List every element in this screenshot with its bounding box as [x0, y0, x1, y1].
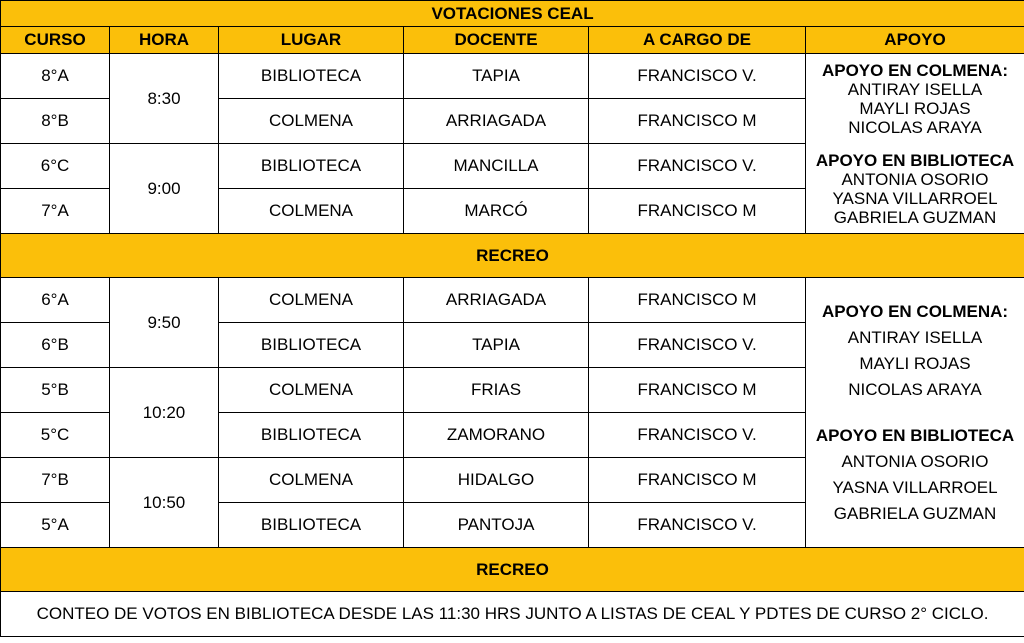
apoyo-name: ANTONIA OSORIO: [841, 169, 989, 189]
cargo-cell: FRANCISCO M: [589, 458, 806, 503]
cargo-cell: FRANCISCO M: [589, 368, 806, 413]
docente-cell: ARRIAGADA: [404, 278, 589, 323]
docente-cell: ARRIAGADA: [404, 99, 589, 144]
apoyo-biblioteca-title: APOYO EN BIBLIOTECA: [815, 425, 1015, 445]
apoyo-name: YASNA VILLARROEL: [832, 188, 998, 208]
curso-cell: 5°C: [1, 413, 110, 458]
lugar-cell: BIBLIOTECA: [219, 413, 404, 458]
cargo-cell: FRANCISCO M: [589, 189, 806, 234]
docente-cell: TAPIA: [404, 323, 589, 368]
docente-cell: ZAMORANO: [404, 413, 589, 458]
lugar-cell: COLMENA: [219, 458, 404, 503]
apoyo-biblioteca-title: APOYO EN BIBLIOTECA: [815, 150, 1015, 170]
header-apoyo: APOYO: [806, 27, 1024, 54]
lugar-cell: COLMENA: [219, 189, 404, 234]
recreo-banner: RECREO: [1, 234, 1024, 278]
curso-cell: 6°C: [1, 144, 110, 189]
docente-cell: HIDALGO: [404, 458, 589, 503]
lugar-cell: BIBLIOTECA: [219, 503, 404, 548]
hora-cell: 9:00: [110, 144, 219, 234]
hora-cell: 9:50: [110, 278, 219, 368]
table-title: VOTACIONES CEAL: [1, 1, 1024, 27]
cargo-cell: FRANCISCO V.: [589, 144, 806, 189]
header-a-cargo-de: A CARGO DE: [589, 27, 806, 54]
apoyo-name: MAYLI ROJAS: [859, 353, 971, 373]
cargo-cell: FRANCISCO V.: [589, 503, 806, 548]
apoyo-name: NICOLAS ARAYA: [848, 379, 982, 399]
apoyo-name: ANTONIA OSORIO: [841, 451, 989, 471]
cargo-cell: FRANCISCO V.: [589, 323, 806, 368]
apoyo-name: NICOLAS ARAYA: [848, 117, 982, 137]
apoyo-cell: [806, 278, 1024, 548]
docente-cell: FRIAS: [404, 368, 589, 413]
recreo-banner: RECREO: [1, 548, 1024, 592]
lugar-cell: COLMENA: [219, 99, 404, 144]
lugar-cell: COLMENA: [219, 368, 404, 413]
apoyo-colmena-title: APOYO EN COLMENA:: [821, 60, 1009, 80]
cargo-cell: FRANCISCO M: [589, 278, 806, 323]
docente-cell: MARCÓ: [404, 189, 589, 234]
curso-cell: 7°A: [1, 189, 110, 234]
cargo-cell: FRANCISCO V.: [589, 54, 806, 99]
cargo-cell: FRANCISCO V.: [589, 413, 806, 458]
docente-cell: PANTOJA: [404, 503, 589, 548]
cargo-cell: FRANCISCO M: [589, 99, 806, 144]
table-row: [1, 54, 1024, 99]
lugar-cell: BIBLIOTECA: [219, 54, 404, 99]
curso-cell: 5°B: [1, 368, 110, 413]
curso-cell: 8°B: [1, 99, 110, 144]
docente-cell: MANCILLA: [404, 144, 589, 189]
curso-cell: 6°B: [1, 323, 110, 368]
apoyo-name: YASNA VILLARROEL: [832, 477, 998, 497]
header-docente: DOCENTE: [404, 27, 589, 54]
curso-cell: 8°A: [1, 54, 110, 99]
header-curso: CURSO: [1, 27, 110, 54]
hora-cell: 10:50: [110, 458, 219, 548]
lugar-cell: BIBLIOTECA: [219, 323, 404, 368]
header-row: [1, 27, 1024, 54]
footer-note: CONTEO DE VOTOS EN BIBLIOTECA DESDE LAS 11:30 HRS JUNTO A LISTAS DE CEAL Y PDTES DE CURSO 2° CICLO.: [1, 592, 1024, 637]
apoyo-colmena-title: APOYO EN COLMENA:: [821, 301, 1009, 321]
apoyo-name: MAYLI ROJAS: [859, 98, 971, 118]
header-hora: HORA: [110, 27, 219, 54]
table-row: [1, 278, 1024, 323]
apoyo-name: GABRIELA GUZMAN: [833, 207, 997, 227]
hora-cell: 8:30: [110, 54, 219, 144]
curso-cell: 7°B: [1, 458, 110, 503]
curso-cell: 6°A: [1, 278, 110, 323]
apoyo-cell: [806, 54, 1024, 234]
lugar-cell: BIBLIOTECA: [219, 144, 404, 189]
apoyo-name: ANTIRAY ISELLA: [847, 327, 983, 347]
docente-cell: TAPIA: [404, 54, 589, 99]
header-lugar: LUGAR: [219, 27, 404, 54]
curso-cell: 5°A: [1, 503, 110, 548]
lugar-cell: COLMENA: [219, 278, 404, 323]
apoyo-name: GABRIELA GUZMAN: [833, 503, 997, 523]
apoyo-name: ANTIRAY ISELLA: [847, 79, 983, 99]
hora-cell: 10:20: [110, 368, 219, 458]
